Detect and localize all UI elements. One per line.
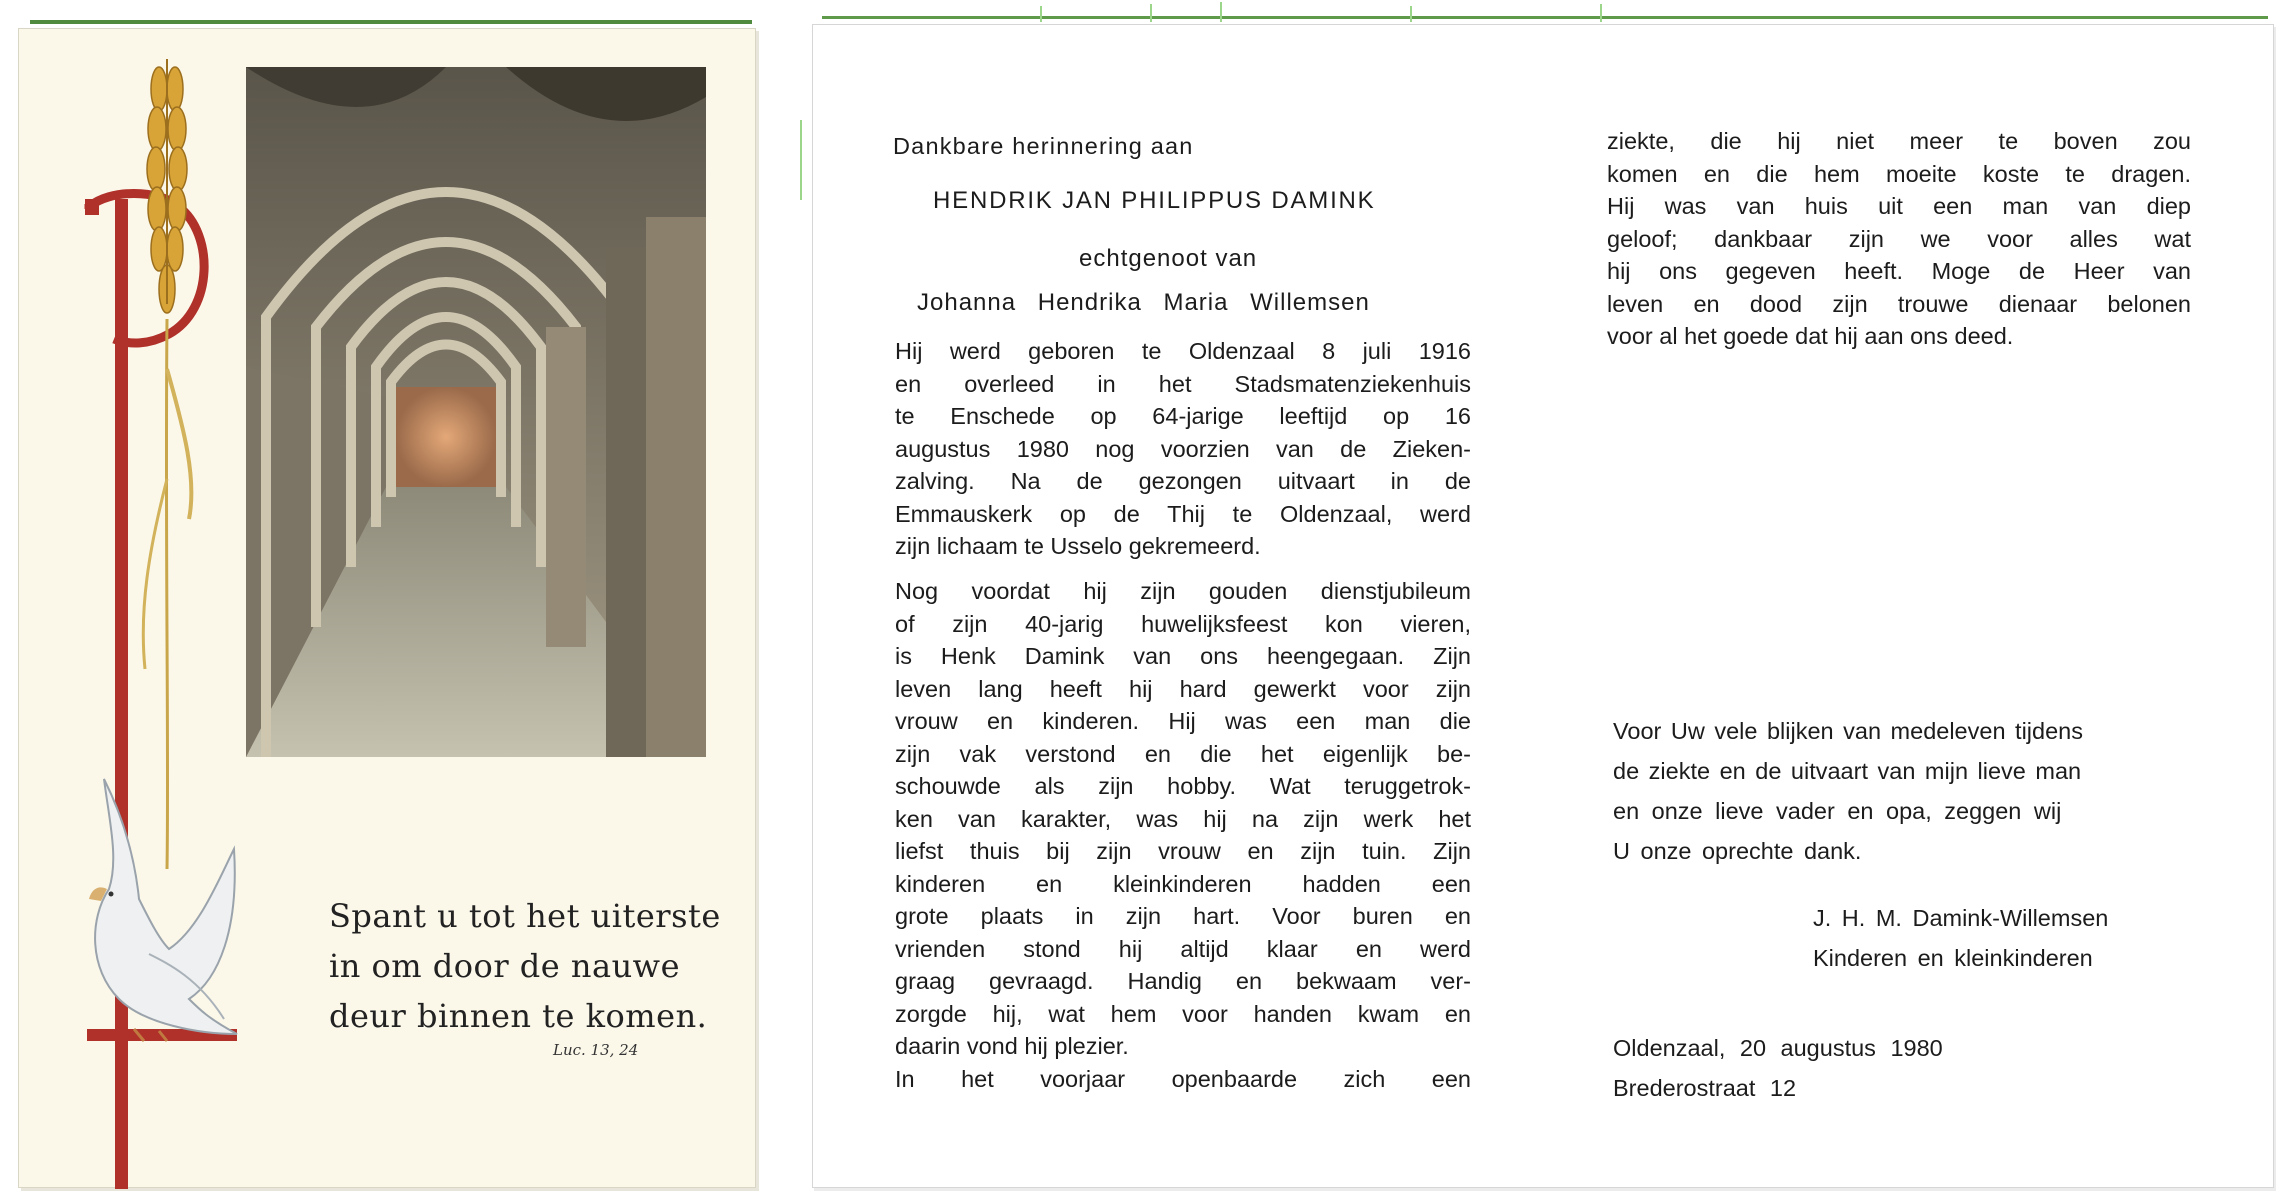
- intro-line: Dankbare herinnering aan: [893, 133, 1194, 159]
- verse-line: Spant u tot het uiterste: [329, 897, 721, 935]
- place-and-date: Oldenzaal, 20 augustus 1980: [1613, 1035, 1943, 1061]
- text-line: zijn lichaam te Usselo gekremeerd.: [895, 533, 1261, 559]
- scan-artifact: [1040, 6, 1042, 22]
- text-line: Hij werd geboren te Oldenzaal 8 juli 1916: [895, 338, 1471, 364]
- text-line: hij ons gegeven heeft. Moge de Heer van: [1607, 258, 2191, 284]
- text-line: komen en die hem moeite koste te dragen.: [1607, 160, 2191, 187]
- chi-rho-cross-icon: [49, 49, 269, 1199]
- cloister-arches-photo: [246, 67, 706, 757]
- text-line: of zijn 40-jarig huwelijksfeest kon vieren,: [895, 610, 1471, 637]
- memorial-card-front: [18, 28, 756, 1188]
- text-line: ken van karakter, was hij na zijn werk het: [895, 805, 1471, 832]
- scan-artifact: [1410, 6, 1412, 22]
- text-line: kinderen en kleinkinderen hadden een: [895, 870, 1471, 897]
- text-line: U onze oprechte dank.: [1613, 838, 1862, 864]
- text-line: zijn vak verstond en die het eigenlijk be-: [895, 740, 1471, 767]
- scan-artifact: [1220, 2, 1222, 22]
- scan-artifact: [1600, 4, 1602, 22]
- signature-family: Kinderen en kleinkinderen: [1813, 945, 2093, 971]
- verse-line: deur binnen te komen.: [329, 997, 708, 1035]
- text-line: liefst thuis bij zijn vrouw en zijn tuin. Zijn: [895, 838, 1471, 864]
- text-line: vrienden stond hij altijd klaar en werd: [895, 935, 1471, 962]
- deceased-name: HENDRIK JAN PHILIPPUS DAMINK: [933, 187, 1376, 214]
- address: Brederostraat 12: [1613, 1075, 1797, 1101]
- spouse-name: Johanna Hendrika Maria Willemsen: [917, 289, 1370, 316]
- text-line: In het voorjaar openbaarde zich een: [895, 1065, 1471, 1092]
- scan-artifact: [1150, 4, 1152, 22]
- text-line: daarin vond hij plezier.: [895, 1033, 1129, 1059]
- text-line: geloof; dankbaar zijn we voor alles wat: [1607, 225, 2191, 252]
- text-line: zorgde hij, wat hem voor handen kwam en: [895, 1000, 1471, 1027]
- text-line: Hij was van huis uit een man van diep: [1607, 193, 2191, 219]
- text-line: Voor Uw vele blijken van medeleven tijdens: [1613, 718, 2083, 744]
- biography-paragraph-2: [895, 575, 1471, 1095]
- memorial-card-inside: [812, 24, 2274, 1188]
- signature-widow: J. H. M. Damink-Willemsen: [1813, 905, 2109, 931]
- text-line: leven en dood zijn trouwe dienaar belonen: [1607, 290, 2191, 317]
- verse-line: in om door de nauwe: [329, 947, 680, 985]
- text-line: voor al het goede dat hij aan ons deed.: [1607, 323, 2014, 349]
- card-edge: [30, 20, 752, 24]
- text-line: grote plaats in zijn hart. Voor buren en: [895, 903, 1471, 929]
- text-line: en overleed in het Stadsmatenziekenhuis: [895, 370, 1471, 397]
- verse-reference: Luc. 13, 24: [553, 1041, 639, 1059]
- text-line: is Henk Damink van ons heengegaan. Zijn: [895, 643, 1471, 669]
- text-line: schouwde als zijn hobby. Wat teruggetrok-: [895, 773, 1471, 799]
- text-line: te Enschede op 64-jarige leeftijd op 16: [895, 403, 1471, 429]
- biography-paragraph-1: [895, 335, 1471, 563]
- biography-paragraph-3: [1607, 125, 2191, 353]
- text-line: zalving. Na de gezongen uitvaart in de: [895, 468, 1471, 494]
- scan-artifact: [800, 120, 802, 200]
- wheat-ear-icon: [143, 59, 191, 869]
- text-line: en onze lieve vader en opa, zeggen wij: [1613, 798, 2062, 824]
- text-line: de ziekte en de uitvaart van mijn lieve man: [1613, 758, 2082, 784]
- card-edge: [822, 16, 2268, 19]
- text-line: Emmauskerk op de Thij te Oldenzaal, werd: [895, 500, 1471, 527]
- text-line: ziekte, die hij niet meer te boven zou: [1607, 128, 2191, 154]
- text-line: Nog voordat hij zijn gouden dienstjubileum: [895, 578, 1471, 604]
- text-line: leven lang heeft hij hard gewerkt voor zijn: [895, 675, 1471, 702]
- spouse-label: echtgenoot van: [1079, 245, 1258, 272]
- thanks-paragraph: [1613, 711, 2193, 871]
- bible-verse: [329, 891, 729, 1041]
- text-line: graag gevraagd. Handig en bekwaam ver-: [895, 968, 1471, 994]
- text-line: vrouw en kinderen. Hij was een man die: [895, 708, 1471, 734]
- text-line: augustus 1980 nog voorzien van de Zieken-: [895, 435, 1471, 462]
- dove-icon: [89, 779, 237, 1041]
